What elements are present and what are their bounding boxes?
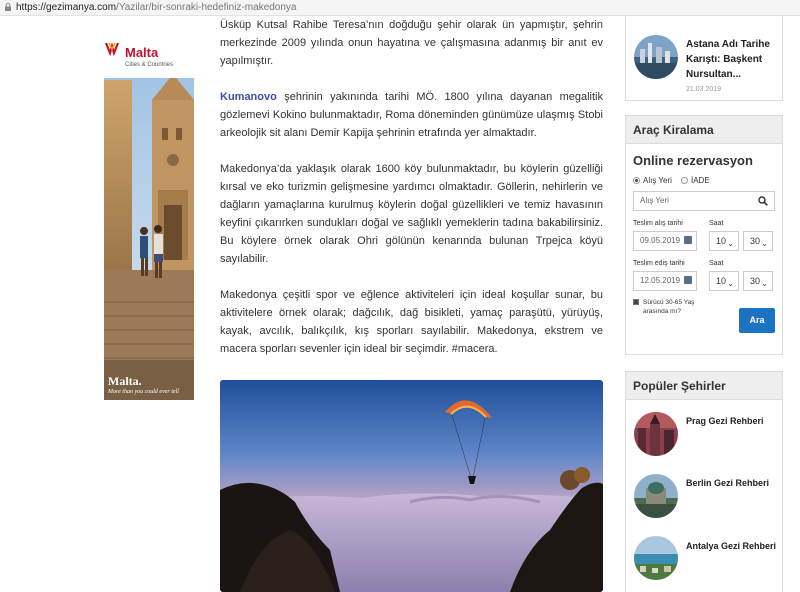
ad-photo [104,40,194,400]
berlin-thumbnail-image [634,474,678,518]
driver-age-checkbox[interactable] [633,299,639,305]
chevron-down-icon: ⌄ [727,279,734,288]
paragraph-text: şehrinin yakınında tarihi MÖ. 1800 yılına dayanan megalitik gözlemevi Kokino bulunmaktadır, Roma döneminden günümüze ulaşmış Stobi arkeolojik sit alanı Demir Kapija şehrinin etrafında yer almaktadır. [220,91,603,139]
ad-title: Malta. [108,374,142,388]
radio-pickup[interactable] [633,176,672,185]
online-reservation-title: Online rezervasyon [633,153,753,168]
prague-thumbnail[interactable] [634,412,678,456]
article-link-kumanovo[interactable]: Kumanovo [220,91,277,103]
paragliding-photo [220,380,603,592]
city-link-antalya[interactable]: Antalya Gezi Rehberi [686,541,777,551]
related-post-title[interactable]: Astana Adı Tarihe Karıştı: Başkent Nursultan... [686,39,770,80]
calendar-icon[interactable] [684,236,692,244]
radio-return-label: İADE [691,176,710,185]
city-link-prague[interactable]: Prag Gezi Rehberi [686,416,764,426]
antalya-thumbnail-image [634,536,678,580]
return-minute-select[interactable] [743,271,773,291]
paragraph [220,88,603,142]
return-date-label: Teslim ediş tarihi [633,260,685,267]
return-minute-value: 30 [750,276,761,286]
ad-subtitle: More than you could ever tell [108,389,179,395]
chevron-down-icon: ⌄ [761,279,768,288]
car-rental-heading: Araç Kiralama [626,116,782,144]
pickup-hour-value: 10 [716,236,727,246]
pickup-date-value: 09.05.2019 [640,236,681,245]
astana-thumbnail-image [634,35,678,79]
pickup-date-label: Teslim alış tarihi [633,220,683,227]
pickup-location-placeholder: Alış Yeri [640,196,669,205]
berlin-thumbnail[interactable] [634,474,678,518]
chevron-down-icon: ⌄ [761,239,768,248]
driver-age-label: Sürücü 30-65 Yaş arasında mı? [643,299,695,315]
chevron-down-icon: ⌄ [727,239,734,248]
lock-icon [4,3,12,11]
return-hour-select[interactable] [709,271,739,291]
astana-thumbnail[interactable] [634,35,678,79]
calendar-icon[interactable] [684,276,692,284]
radio-unselected-icon[interactable] [681,177,688,184]
pickup-location-input[interactable] [633,191,775,211]
pickup-hour-select[interactable] [709,231,739,251]
popular-cities-heading: Popüler Şehirler [626,372,782,400]
related-post-date: 21.03.2019 [686,86,722,93]
malta-ad-banner[interactable] [104,40,194,400]
pickup-minute-value: 30 [750,236,761,246]
radio-pickup-label: Alış Yeri [643,176,672,185]
paragraph: Üsküp Kutsal Rahibe Teresa’nın doğduğu şehir olarak ün yapmıştır, şehrin merkezinde 2009 yılında onun hayatına ve çalışmasına adanmış bir anıt ev yapılmıştır. [220,19,603,67]
radio-return[interactable] [681,176,710,185]
pickup-minute-select[interactable] [743,231,773,251]
search-button[interactable]: Ara [739,308,775,333]
pickup-date-input[interactable] [633,231,697,251]
radio-selected-icon[interactable] [633,177,640,184]
antalya-thumbnail[interactable] [634,536,678,580]
url-path: /Yazilar/bir-sonraki-hedefiniz-makedonya [116,2,297,13]
paragraph: Makedonya çeşitli spor ve eğlence aktiviteleri için ideal koşullar sunar, bu aktivitelere örnek olarak; dağcılık, dağ bisikleti, yamaç paraşütü, yürüyüş, kayak, avcılık, balıkçılık, kış sporları sayılabilir. Makedonya, ekstrem ve macera sporları sevenler için ideal bir seçimdir. #macera. [220,289,603,355]
prague-thumbnail-image [634,412,678,456]
return-date-input[interactable] [633,271,697,291]
search-icon[interactable] [758,196,768,206]
paragraph: Makedonya’da yaklaşık olarak 1600 köy bulunmaktadır, bu köylerin güzelliği kırsal ve eko turizmin gelişmesine yardımcı olmaktadır. Göllerin, nehirlerin ve dağların yamaçlarına kurulmuş köylerin doğal güzellikleri ve temiz havasının keyfini çıkarırken sundukları doğal ve sağlıklı yemeklerin tadına bakabilirsiniz. Bu köylere örnek olarak Ohri gölünün kenarında bulunan Trpejca köyü sayılabilir. [220,163,603,265]
pickup-time-label: Saat [709,220,724,227]
url-host: https://gezimanya.com [16,2,117,13]
return-hour-value: 10 [716,276,727,286]
ad-logo [104,40,194,78]
ad-brand-sub: Cities & Countries [124,62,174,68]
ad-brand-name: Malta [124,45,159,60]
malta-logo-icon [104,40,120,56]
return-time-label: Saat [709,260,724,267]
city-link-berlin[interactable]: Berlin Gezi Rehberi [686,478,770,488]
address-bar[interactable] [0,0,800,16]
return-date-value: 12.05.2019 [640,276,681,285]
